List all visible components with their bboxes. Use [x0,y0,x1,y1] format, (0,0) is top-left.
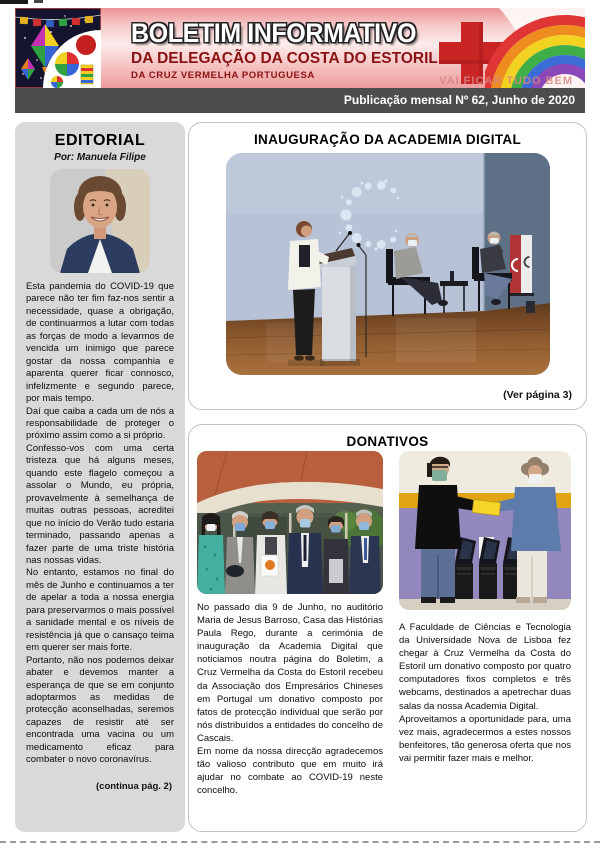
page-cut-line [0,841,600,843]
masthead-banner [15,8,585,88]
editorial-title: EDITORIAL [54,132,146,149]
continuation-note: (continua pág. 2) [96,780,172,792]
publication-bar: Publicação mensal Nº 62, Junho de 2020 [15,88,585,113]
editorial-body [26,281,174,767]
scan-artifact-mark [34,0,43,3]
group-donation-photo [197,451,383,594]
see-page-caption: (Ver página 3) [503,389,572,401]
editorial-paragraph: Esta pandemia do COVID-19 que parece não ter fim faz-nos sentir a necessidade, quase a obrigação, de continuarmos a lutar com todas as forças de modo a levarmos de vencida um inimigo que parece gostar da nossa companhia e aparenta querer ficar connosco, infelizmente e segundo parece, por mais tempo. [26,281,174,405]
manuela-filipe-portrait-photo [50,169,150,273]
donativos-right-column [399,621,571,765]
academia-title: INAUGURAÇÃO DA ACADEMIA DIGITAL [253,132,522,147]
festive-lanterns-logo-icon [15,8,101,88]
editorial-paragraph: Confesso-vos com uma certa tristeza que há alguns meses, quando este flagelo começou a assolar o Mundo, eu própria, provavelmente à semelhança de muitas outras pessoas, acreditei que no início do Verão tudo estaria terminado, passando apenas a fazer parte de uma triste história nas nossas vidas. [26,442,174,566]
newsletter-logo [15,8,101,88]
donativos-section [188,424,587,832]
motto-text: VAI FICAR TUDO BEM [439,75,573,87]
organization-name: DA CRUZ VERMELHA PORTUGUESA [131,70,315,81]
scan-artifact-mark [0,0,28,4]
editorial-paragraph: No entanto, estamos no final do mês de Junho e continuamos a ter de apelar a toda a nossa energia para preservarmos o mais possível a sanidade mental e os níveis de resistência já que o cansaço teima em querer ser mais forte. [26,567,174,654]
donativos-paragraph: Em nome da nossa direcção agradecemos tão valioso contributo que em muito irá ajudar no combate ao COVID-19 neste concelho. [197,746,383,797]
computers-donation-photo [399,451,571,610]
editorial-paragraph: Portanto, não nos podemos deixar abater e devemos manter a esperança de que se em conjunto adoptarmos as medidas de protecção aconselhadas, seremos capazes de resistir até ser encontrada uma vacina ou um medicamento eficaz para combater o novo coronavírus. [26,654,174,766]
newsletter-subtitle: DA DELEGAÇÃO DA COSTA DO ESTORIL [131,50,438,67]
editorial-byline: Por: Manuela Filipe [54,152,146,163]
donativos-paragraph: Aproveitamos a oportunidade para, uma vez mais, agradecermos a estes nossos benfeitores, tão generosa oferta que nos vai permitir fazer mais e melhor. [399,713,571,764]
donativos-title: DONATIVOS [346,434,429,449]
donativos-left-column [197,601,383,797]
donativos-paragraph: A Faculdade de Ciências e Tecnologia da Universidade Nova de Lisboa fez chegar à Cruz Vermelha da Costa do Estoril um donativo composto por quatro computadores fixos completos e três webcams, destinados a apetrechar duas salas da nossa Academia Digital. [399,622,571,712]
newsletter-title: BOLETIM INFORMATIVO [131,18,417,48]
academia-digital-section [188,122,587,410]
editorial-section [15,122,185,832]
donativos-paragraph: No passado dia 9 de Junho, no auditório Maria de Jesus Barroso, Casa das Histórias Paula Rego, durante a cerimónia de inauguração da Academia Digital que noticiamos noutra página do Boletim, a Cruz Vermelha da Costa do Estoril recebeu da Associação dos Empresários Chineses em Portugal um donativo composto por fatos de protecção individual que serão por nós distribuídos a entidades do concelho de Cascais. [197,602,383,744]
academia-inauguration-photo [226,153,550,375]
masthead-titles [131,19,466,81]
editorial-paragraph: Daí que caiba a cada um de nós a responsabilidade de proteger o próximo assim como a si próprio. [26,405,174,442]
